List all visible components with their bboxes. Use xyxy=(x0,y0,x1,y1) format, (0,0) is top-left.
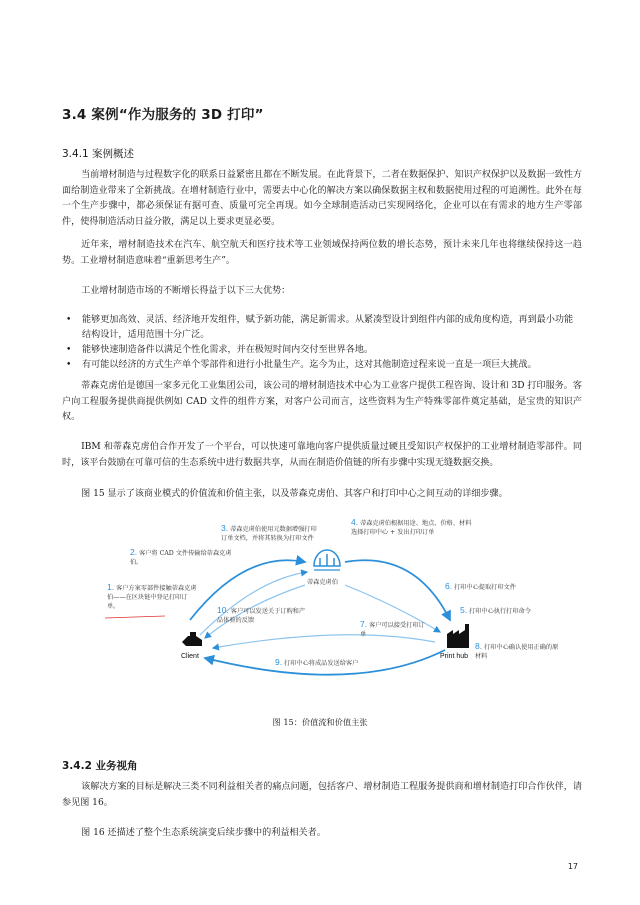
thyssenkrupp-logo-icon xyxy=(311,548,343,576)
print-hub-label: Print hub xyxy=(440,653,469,660)
step-6: 6. 打印中心提取打印文件 xyxy=(445,581,516,591)
paragraph-6: 图 15 显示了该商业模式的价值流和价值主张，以及蒂森克虏伯、其客户和打印中心之间互动的详细步骤。 xyxy=(81,489,508,499)
paragraph-1: 当前增材制造与过程数字化的联系日益紧密且都在不断发展。在此背景下，二者在数据保护、知识产权保护以及数据一致性方面给制造业带来了全新挑战。在增材制造行业中，需要去中心化的解决方案以确保数据主权和数据使用过程的可追溯性。此外在每一个生产步骤中，都必须保证有据可查、质量可完全再现。如今全球制造活动已实现网络化，企业可以在有需求的地方生产零部件，使得制造活动日益分散，满足以上要求更显必要。 xyxy=(62,170,582,227)
paragraph-5: IBM 和蒂森克虏伯合作开发了一个平台，可以快速可靠地向客户提供质量过硬且受知识产权保护的工业增材制造零部件。同时，该平台鼓励在可靠可信的生态系统中进行数据共享，从而在制造价值链的所有步骤中实现无缝数据交换。 xyxy=(62,442,582,468)
step-4: 4. 蒂森克虏伯根据用途、地点、价格、材料选择打印中心 + 发出打印订单 xyxy=(351,517,472,536)
paragraph-8: 图 16 还描述了整个生态系统演变后续步骤中的利益相关者。 xyxy=(81,828,326,838)
center-label: 蒂森克虏伯 xyxy=(307,579,338,586)
list-item: • 能够快速制造备件以满足个性化需求，并在极短时间内交付至世界各地。 xyxy=(66,345,374,355)
step-1: 1. 客户方案零部件接触蒂森克虏伯——在区块链中登记打印订单。 xyxy=(107,582,197,610)
step-10: 10. 客户可以发送关于订购和产品体验的反馈 xyxy=(217,605,306,624)
step-8: 8. 打印中心确认使用正确的原材料 xyxy=(475,641,559,660)
subsection-title-business: 3.4.2 业务视角 xyxy=(62,760,138,772)
client-handshake-icon xyxy=(180,628,206,650)
advantages-list xyxy=(62,313,582,373)
print-hub-factory-icon xyxy=(445,622,471,650)
step-5: 5. 打印中心执行打印命令 xyxy=(460,605,531,615)
paragraph-7: 该解决方案的目标是解决三类不同利益相关者的痛点问题，包括客户、增材制造工程服务提供商和增材制造打印合作伙伴，请参见图 16。 xyxy=(62,782,582,808)
section-title: 3.4 案例“作为服务的 3D 打印” xyxy=(62,107,264,123)
list-item: • 有可能以经济的方式生产单个零部件和进行小批量生产。迄今为止，这对其他制造过程来说一直是一项巨大挑战。 xyxy=(66,360,537,370)
list-item: • 能够更加高效、灵活、经济地开发组件，赋予新功能，满足新需求。从紧凑型设计到组件内部的成角度构造，再到最小功能结构设计，适用范围十分广泛。 xyxy=(66,315,574,340)
client-label: Client xyxy=(181,653,199,660)
step-9: 9. 打印中心将成品发送给客户 xyxy=(275,657,359,667)
subsection-title-overview: 3.4.1 案例概述 xyxy=(62,148,135,160)
step-7: 7. 客户可以接受打印订单 xyxy=(360,619,425,638)
step-3: 3. 蒂森克虏伯使用元数据增强打印订单文档，并将其转换为打印文件 xyxy=(221,523,317,542)
paragraph-4: 蒂森克虏伯是德国一家多元化工业集团公司，该公司的增材制造技术中心为工业客户提供工程咨询、设计和 3D 打印服务。客户向工程服务提供商提供例如 CAD 文件的组件方案，对客户公司而言，这些资料为生产特殊零部件奠定基础，是宝贵的知识产权。 xyxy=(62,381,582,422)
paragraph-3: 工业增材制造市场的不断增长得益于以下三大优势： xyxy=(81,286,291,296)
page-number: 17 xyxy=(567,862,578,871)
figure-caption: 图 15：价值流和价值主张 xyxy=(272,717,368,727)
step-2: 2. 客户将 CAD 文件传输给蒂森克虏伯。 xyxy=(130,547,232,566)
paragraph-2: 近年来，增材制造技术在汽车、航空航天和医疗技术等工业领域保持两位数的增长态势，预计未来几年也将继续保持这一趋势。工业增材制造意味着“重新思考生产”。 xyxy=(62,240,582,266)
value-stream-diagram xyxy=(95,510,565,715)
